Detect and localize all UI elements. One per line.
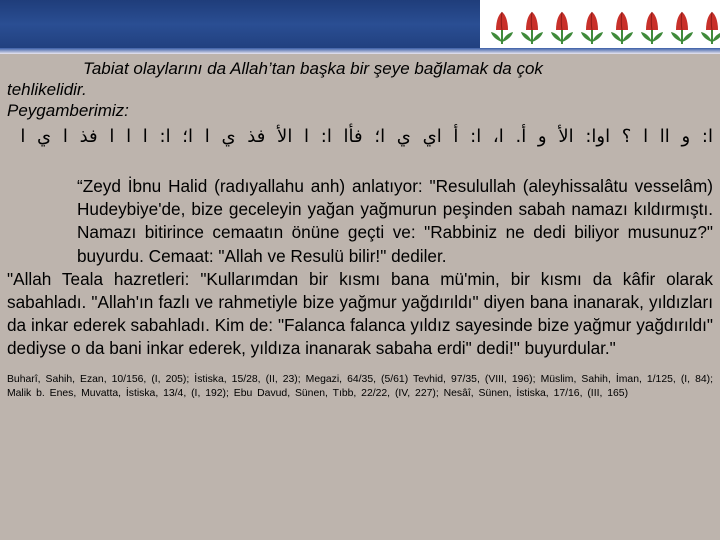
arabic-hadith-text: ا: و اا ا ؟ اوا: الأ و أ. ا، ا: أ اي ي ا؛ فأا ا: ا الأ فذ ي ا ا؛ ا: ا ا ا فذ ا ي ا <box>20 126 713 147</box>
header-band <box>0 0 720 54</box>
slide-body <box>7 58 713 401</box>
hadith-translation <box>7 175 713 361</box>
intro-line-3: Peygamberimiz: <box>7 101 129 120</box>
intro-line-2: tehlikelidir. <box>7 80 87 99</box>
source-citations: Buharî, Sahih, Ezan, 10/156, (I, 205); İstiska, 15/28, (II, 23); Megazi, 64/35, (5/61) Tevhid, 97/35, (VIII, 196); Müslim, Sahih, İman, 1/125, (I, 84); Malik b. Enes, Muvatta, İstiska, 13/4, (I, 192); Ebu Davud, Sünen, Tıbb, 22/22, (IV, 227); Nesâî, Sünen, İstiska, 17/16, (III, 165) <box>7 373 713 399</box>
hadith-paragraph-2: "Allah Teala hazretleri: "Kullarımdan bir kısmı bana mü'min, bir kısmı da kâfir olarak sabahladı. "Allah'ın fazlı ve rahmetiyle bize yağmur yağdırıldı" diyen bana inanarak, yıldızları da inkar ederek sabahladı. Kim de: "Falanca falanca yıldız sayesinde bize yağmur yağdırıldı" dediyse o da bani inkar ederek, yıldıza inanarak sabaha erdi" dedi!" buyurdular." <box>7 268 713 359</box>
tulip-ornament-icon <box>480 0 720 54</box>
intro-line-1: Tabiat olaylarını da Allah’tan başka bir şeye bağlamak da çok <box>83 59 543 78</box>
hadith-paragraph-1: “Zeyd İbnu Halid (radıyallahu anh) anlatıyor: "Resulullah (aleyhissalâtu vesselâm) Hudeybiye'de, bize geceleyin yağan yağmurun peşinden sabah namazı kıldırmıştı. Namazı bitirince cemaatın önüne geçti ve: "Rabbiniz ne dedi biliyor musunuz?" buyurdu. Cemaat: "Allah ve Resulü bilir!" dediler. <box>77 176 713 266</box>
intro-text <box>7 58 713 121</box>
